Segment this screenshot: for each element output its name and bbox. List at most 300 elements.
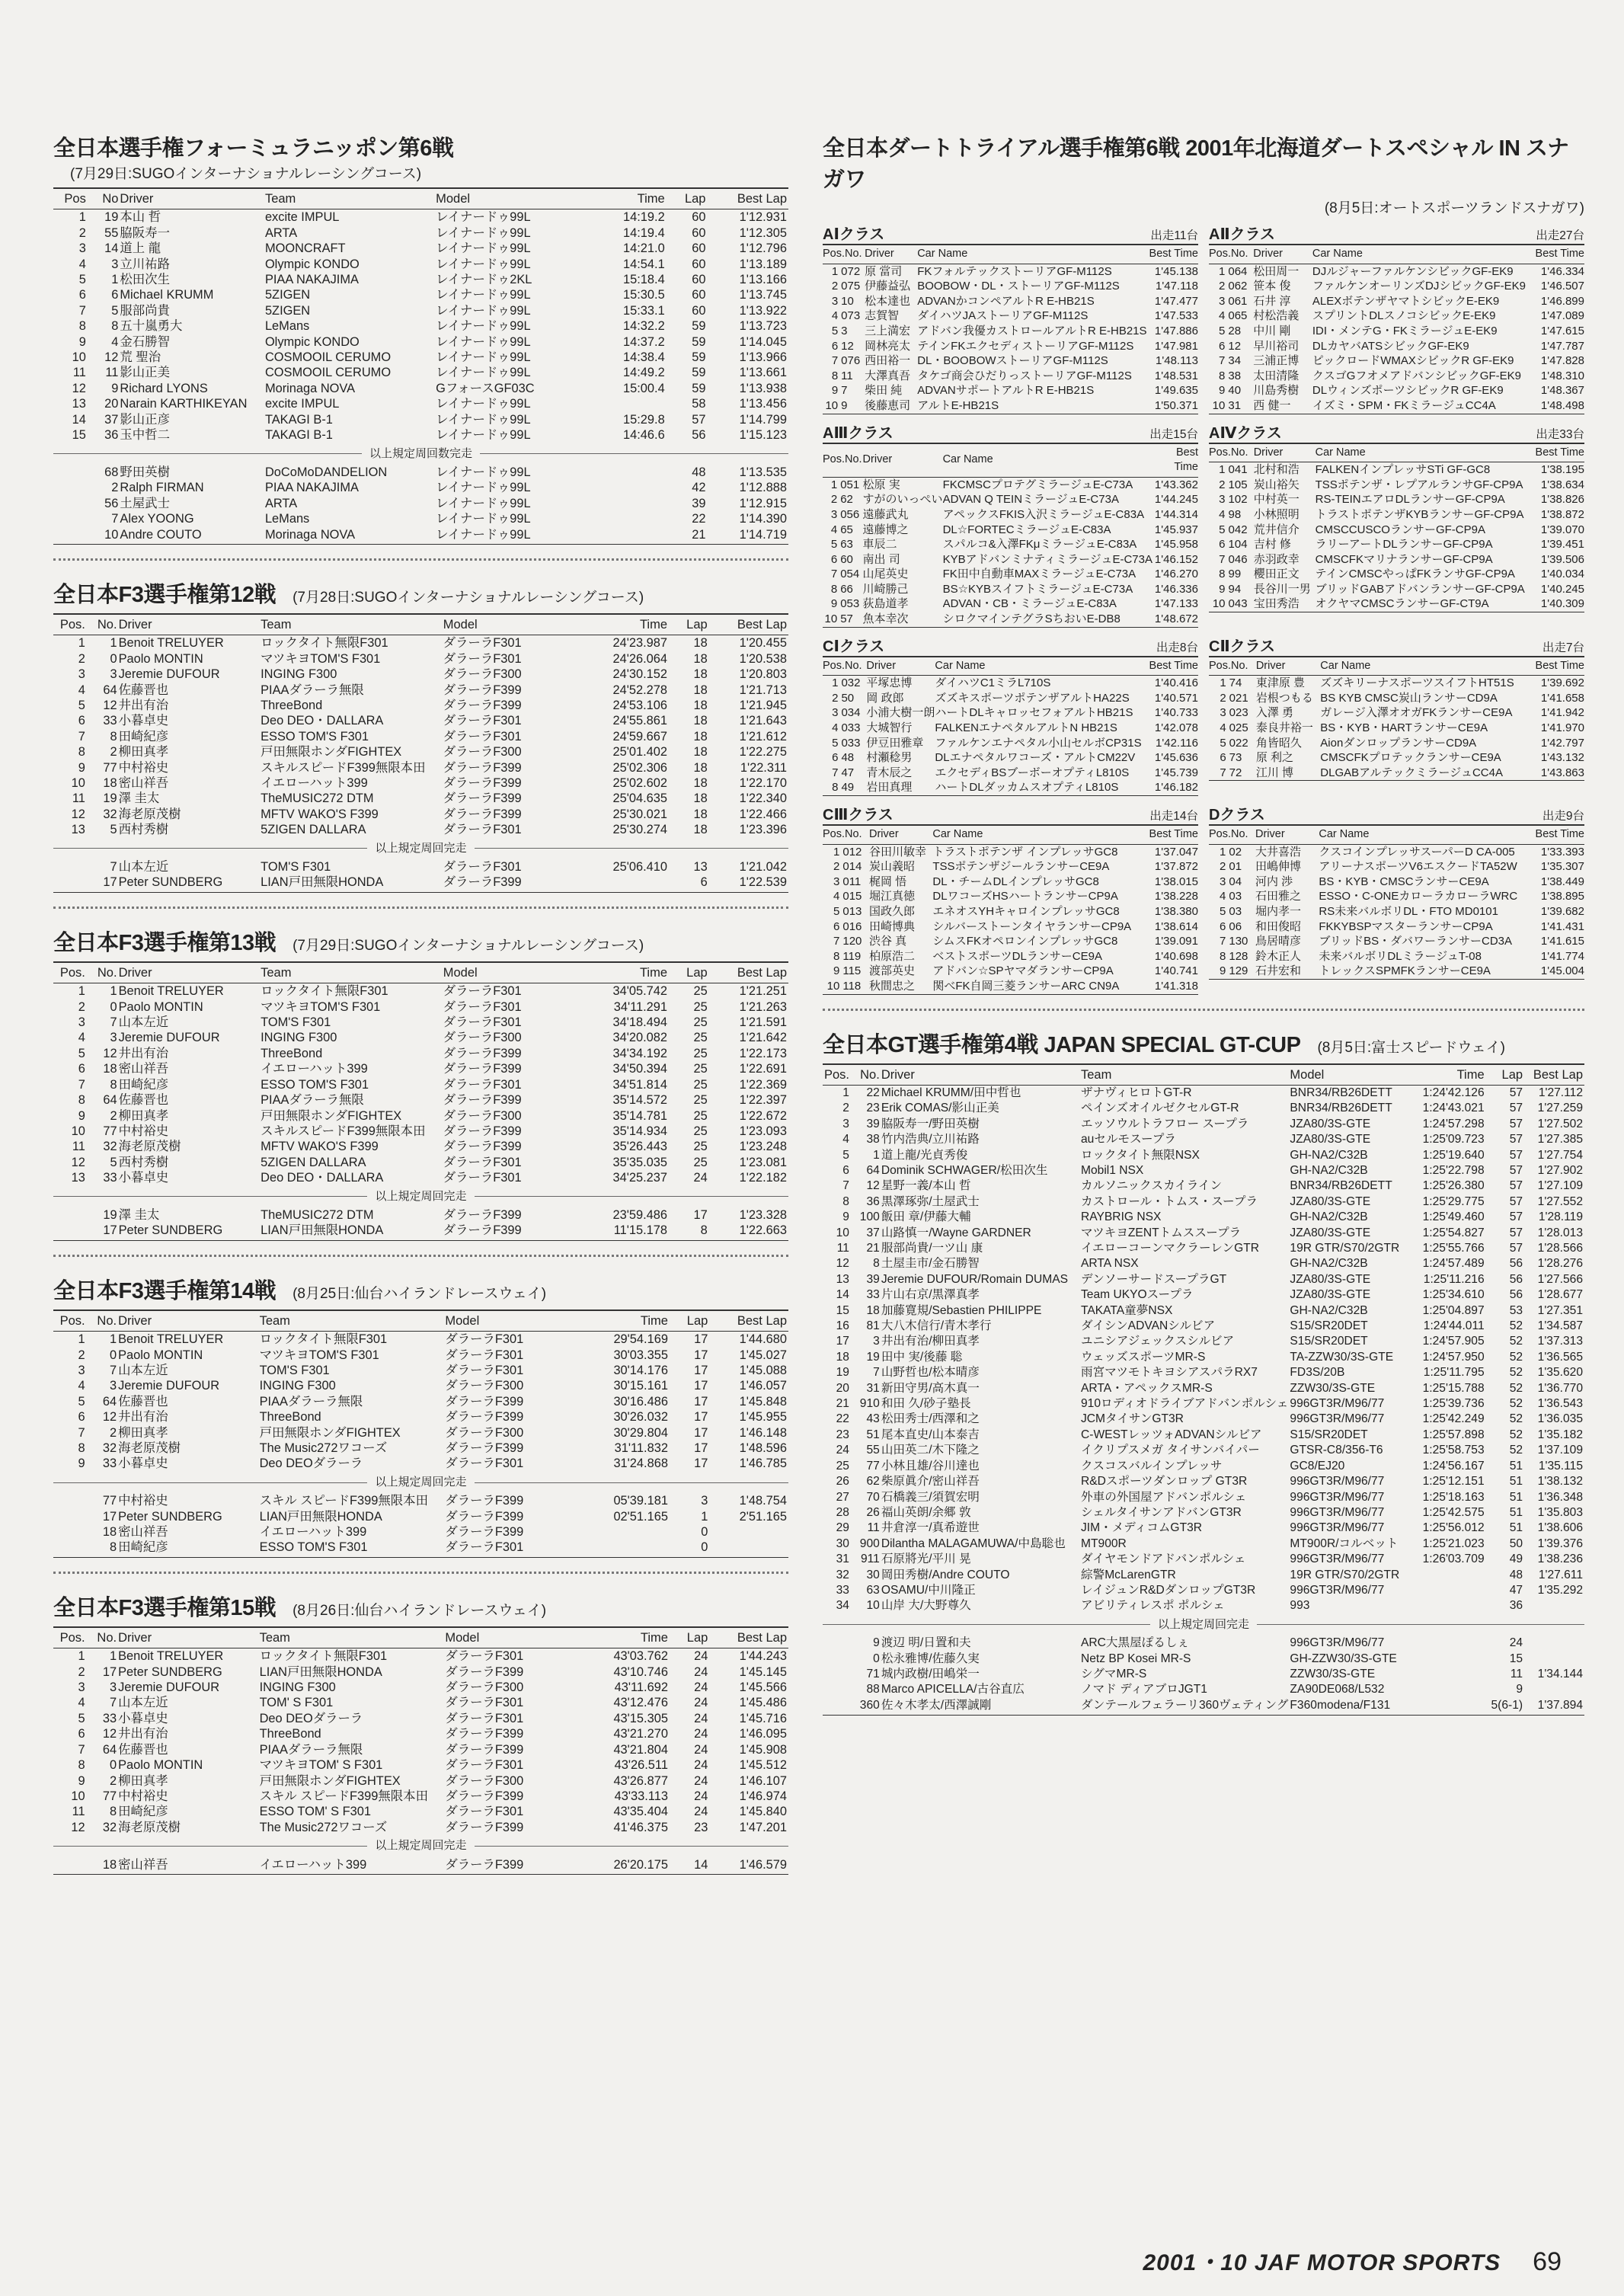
- table-cell: 後藤恵司: [865, 398, 917, 414]
- table-cell: 065: [1228, 309, 1248, 323]
- table-cell: 65: [840, 523, 853, 536]
- table-cell: 南出 司: [862, 552, 900, 566]
- table-cell: 2: [78, 651, 85, 666]
- table-cell: [53, 465, 88, 480]
- table-cell: 1'47.201: [739, 1820, 787, 1834]
- table-cell: 1'40.698: [1154, 949, 1198, 963]
- table-cell: 17: [693, 1207, 708, 1222]
- column-header: Time: [1402, 1064, 1486, 1086]
- table-row: [53, 496, 788, 511]
- table-cell: 1'35.620: [1537, 1366, 1583, 1380]
- table-row: [1209, 691, 1584, 706]
- table-cell: 015: [842, 890, 862, 903]
- table-cell: LIAN戸田無限HONDA: [261, 875, 443, 892]
- table-cell: 1'12.888: [739, 481, 787, 495]
- table-cell: 6: [1220, 919, 1226, 933]
- header-row: [823, 825, 1198, 844]
- table-cell: 52: [1509, 1335, 1523, 1348]
- table-cell: 1'13.661: [739, 366, 787, 380]
- table-cell: スキルスピードF399無限本田: [261, 1124, 426, 1138]
- header-row: [823, 657, 1198, 676]
- table-cell: [709, 1540, 788, 1557]
- table-cell: ダラーラF399: [443, 807, 522, 821]
- table-cell: 1: [873, 1148, 880, 1162]
- table-cell: [1402, 1583, 1486, 1598]
- table-cell: 118: [839, 979, 869, 994]
- table-cell: 星野一義/本山 哲: [881, 1179, 971, 1193]
- table-cell: レイナードゥ2KL: [436, 273, 532, 287]
- table-cell: S15/SR20DET: [1290, 1428, 1368, 1441]
- table-cell: 072: [841, 264, 861, 278]
- table-cell: 中村英一: [1253, 493, 1300, 507]
- column-header: Lap: [670, 1310, 709, 1332]
- table-cell: 0: [109, 1758, 117, 1773]
- table-cell: 14:19.4: [623, 225, 665, 240]
- table-cell: 6: [1220, 751, 1226, 765]
- table-cell: 外車の外国屋アドバンポルシェ: [1081, 1490, 1247, 1504]
- table-cell: 4: [111, 334, 119, 349]
- table-cell: ガレージ入澤オオガFKランサーCE9A: [1320, 706, 1513, 720]
- table-cell: 77: [103, 760, 117, 775]
- table-cell: 15:33.1: [623, 303, 665, 318]
- table-row: [1209, 844, 1584, 859]
- header-row: [823, 245, 1198, 264]
- table-cell: 1: [1220, 845, 1226, 859]
- table-cell: ダラーラF399: [445, 1664, 524, 1679]
- column-header: Lap: [669, 614, 709, 635]
- table-cell: 田崎博典: [869, 919, 916, 933]
- table-cell: 129: [1226, 964, 1255, 979]
- table-row: [823, 949, 1198, 964]
- table-cell: DJルジャーファルケンシビックGF-EK9: [1312, 264, 1514, 278]
- table-cell: 渡部英史: [869, 964, 916, 978]
- table-cell: 大澤真吾: [865, 369, 911, 382]
- table-cell: [1524, 1636, 1584, 1651]
- table-cell: 1'14.799: [739, 412, 787, 427]
- table-cell: 玉中哲二: [120, 428, 170, 443]
- table-cell: 36: [1509, 1599, 1523, 1613]
- table-cell: 24: [694, 1680, 708, 1695]
- table-cell: PIAA NAKAJIMA: [264, 481, 359, 495]
- table-cell: ダラーラF399: [443, 1140, 522, 1154]
- table-cell: 影山正美: [120, 366, 170, 380]
- table-cell: 1'13.456: [739, 397, 787, 411]
- table-cell: ダラーラF399: [445, 1789, 524, 1803]
- table-cell: 6: [78, 1727, 85, 1741]
- table-cell: 18: [693, 667, 708, 682]
- table-cell: 7: [78, 1742, 85, 1757]
- table-cell: ペインズオイルゼクセルGT-R: [1081, 1102, 1239, 1115]
- section-divider: [53, 907, 788, 909]
- column-header: Time: [564, 188, 666, 209]
- table-cell: 5: [110, 1155, 117, 1169]
- table-row: [823, 1287, 1584, 1303]
- table-cell: Paolo MONTIN: [118, 651, 203, 666]
- table-cell: Dominik SCHWAGER/松田次生: [881, 1163, 1048, 1177]
- table-cell: 1'14.045: [739, 334, 787, 349]
- table-cell: 22: [866, 1086, 880, 1099]
- table-cell: 石井宏和: [1255, 964, 1319, 979]
- table-cell: 1'13.723: [739, 319, 787, 334]
- table-cell: 1:25'29.775: [1422, 1194, 1485, 1208]
- table-cell: 1'23.093: [739, 1124, 787, 1138]
- table-cell: ダラーラF399: [443, 1046, 522, 1060]
- table-cell: FKCMSCプロテグミラージュE-C73A: [942, 478, 1133, 491]
- table-cell: 26: [836, 1475, 849, 1489]
- table-cell: Netz BP Kosei MR-S: [1081, 1652, 1191, 1665]
- entry-count: 出走15台: [1149, 427, 1198, 441]
- table-cell: BOOBOW・DL・ストーリアGF-M112S: [917, 280, 1120, 293]
- table-cell: ロックタイト無限F301: [261, 636, 388, 651]
- class-grid: [823, 222, 1584, 995]
- table-cell: 1:24'56.167: [1422, 1459, 1485, 1473]
- table-cell: 43'21.270: [613, 1727, 668, 1741]
- table-cell: 15:29.8: [623, 412, 665, 427]
- table-cell: 5ZIGEN: [264, 288, 311, 302]
- column-header: Pos: [53, 188, 88, 209]
- table-cell: 900: [859, 1537, 880, 1550]
- table-cell: 14:21.0: [623, 241, 665, 256]
- table-body: [53, 1648, 788, 1875]
- table-cell: 35'14.781: [612, 1108, 668, 1123]
- table-cell: 1'48.672: [1152, 612, 1198, 627]
- table-cell: 18: [836, 1350, 849, 1364]
- table-cell: 1: [831, 264, 839, 278]
- table-cell: 1'45.848: [739, 1394, 787, 1409]
- table-cell: 56: [692, 428, 706, 443]
- table-row: [1209, 369, 1584, 384]
- table-cell: ADVANサポートアルトR E-HB21S: [917, 384, 1095, 398]
- table-cell: [53, 1540, 87, 1557]
- table-cell: 24: [694, 1789, 708, 1803]
- table-cell: ダラーラF301: [445, 1363, 524, 1377]
- entry-count: 出走33台: [1536, 427, 1584, 441]
- table-cell: 小浦大樹一朗: [866, 706, 935, 720]
- table-cell: [53, 1524, 87, 1540]
- table-cell: 1'45.636: [1154, 751, 1198, 765]
- table-cell: Michael KRUMM: [120, 288, 214, 302]
- table-row: [1209, 582, 1584, 597]
- table-cell: 1:24'42.126: [1422, 1086, 1485, 1099]
- table-cell: 5: [78, 1394, 85, 1409]
- table-cell: 011: [842, 875, 862, 888]
- table-cell: 伊豆田雅章: [866, 736, 924, 750]
- column-header: Driver: [1254, 443, 1316, 462]
- table-cell: DoCoMoDANDELION: [264, 465, 388, 479]
- table-cell: 12: [102, 1727, 117, 1741]
- table-cell: ダラーラF399: [443, 1207, 522, 1222]
- entry-count: 出走9台: [1542, 810, 1584, 823]
- column-header: Best Time: [1521, 825, 1584, 844]
- column-header: Best Lap: [707, 188, 788, 209]
- table-cell: 8: [1219, 369, 1226, 382]
- table-cell: 42: [692, 481, 706, 495]
- table-cell: FK田中自動車MAXミラージュE-C73A: [942, 568, 1136, 581]
- table-cell: 1'38.236: [1537, 1553, 1583, 1566]
- table-row: [823, 492, 1198, 507]
- table-cell: GH-NA2/C32B: [1290, 1148, 1368, 1162]
- table-cell: 早川裕司: [1253, 339, 1300, 353]
- qualify-separator: [53, 838, 788, 859]
- table-cell: 佐藤晋也: [118, 1394, 168, 1409]
- table-cell: 11: [836, 1242, 849, 1255]
- table-cell: 1'45.027: [739, 1348, 787, 1362]
- class-header: [1209, 421, 1584, 443]
- column-header: Pos.No.: [1209, 245, 1253, 264]
- table-cell: 31: [1225, 398, 1253, 414]
- table-cell: 原 當司: [865, 264, 903, 278]
- table-cell: 18: [87, 1857, 118, 1875]
- table-cell: 1'44.680: [739, 1332, 787, 1347]
- table-cell: 046: [1228, 552, 1248, 566]
- table-row: [53, 1378, 788, 1393]
- table-cell: 炭山義昭: [869, 860, 916, 874]
- table-row: [53, 1857, 788, 1875]
- table-cell: 野田英樹: [120, 465, 170, 479]
- table-cell: 62: [866, 1475, 880, 1489]
- table-cell: ラリーアートDLランサーGF-CP9A: [1315, 538, 1493, 552]
- table-cell: Ralph FIRMAN: [120, 481, 204, 495]
- table-cell: DL☆FORTECミラージュE-C83A: [942, 523, 1111, 536]
- table-cell: 福山英朗/余郷 敦: [881, 1505, 971, 1519]
- table-cell: 1'27.552: [1537, 1194, 1583, 1208]
- table-cell: レイナードゥ99L: [436, 412, 531, 427]
- table-cell: 996GT3R/M96/77: [1290, 1583, 1385, 1597]
- table-cell: 18: [693, 791, 708, 806]
- table-row: [53, 396, 788, 411]
- table-cell: CMSCFKマリナランサーGF-CP9A: [1315, 552, 1493, 566]
- table-cell: 4: [78, 257, 86, 271]
- table-cell: 10: [823, 979, 839, 994]
- table-cell: ダイハツJAストーリアGF-M112S: [917, 309, 1089, 323]
- table-row: [53, 381, 788, 396]
- table-row: [823, 1537, 1584, 1552]
- column-header: Best Lap: [709, 1310, 788, 1332]
- table-cell: 4: [842, 1133, 849, 1146]
- table-cell: 1'35.115: [1538, 1459, 1583, 1473]
- table-cell: FD3S/20B: [1290, 1366, 1345, 1380]
- table-cell: 1'46.107: [739, 1773, 787, 1788]
- table-cell: 佐藤晋也: [118, 1742, 168, 1757]
- table-cell: Deo DEO・DALLARA: [261, 1171, 384, 1185]
- header-row: [1209, 443, 1584, 462]
- table-cell: 7: [78, 1077, 85, 1092]
- table-cell: 04: [1229, 875, 1242, 888]
- table-cell: 1'12.931: [739, 210, 787, 225]
- table-cell: 17: [87, 1223, 119, 1240]
- table-cell: 99: [1228, 568, 1242, 581]
- table-row: [823, 1568, 1584, 1583]
- table-row: [53, 225, 788, 241]
- table-row: [823, 904, 1198, 919]
- table-cell: 1'40.416: [1154, 676, 1198, 690]
- table-cell: 996GT3R/M96/77: [1290, 1636, 1385, 1650]
- table-cell: 堀内孝一: [1255, 904, 1301, 918]
- table-row: [823, 1132, 1584, 1147]
- section-title: 全日本F3選手権第12戦: [53, 582, 277, 607]
- table-row: [823, 1319, 1584, 1334]
- table-cell: 7: [832, 766, 839, 779]
- table-cell: ファルケンエナペタル小山セルボCP31S: [935, 736, 1142, 750]
- table-cell: 2: [109, 1773, 117, 1788]
- table-cell: 23: [694, 1820, 708, 1834]
- table-cell: マツキヨTOM'S F301: [261, 999, 381, 1014]
- table-cell: 4: [78, 1031, 85, 1045]
- table-cell: レイナードゥ99L: [436, 257, 531, 271]
- table-cell: 金石勝智: [120, 334, 170, 349]
- table-cell: TheMUSIC272 DTM: [261, 1207, 374, 1222]
- table-cell: GH-NA2/C32B: [1290, 1257, 1368, 1271]
- table-cell: 0: [110, 999, 117, 1014]
- table-cell: 1'45.004: [1521, 964, 1584, 979]
- table-cell: 小暮卓史: [118, 714, 169, 728]
- table-cell: TSSポテンザ・レプアルランサGF-CP9A: [1315, 478, 1523, 491]
- table-cell: LIAN戸田無限HONDA: [259, 1509, 382, 1524]
- table-cell: 996GT3R/M96/77: [1290, 1505, 1385, 1519]
- table-cell: Team UKYOスープラ: [1081, 1288, 1194, 1302]
- table-cell: 4: [1220, 890, 1226, 903]
- table-cell: 1: [78, 1649, 85, 1664]
- table-cell: 10: [1209, 398, 1225, 414]
- table-cell: ダラーラF399: [443, 760, 522, 775]
- table-row: [53, 257, 788, 272]
- table-cell: 6: [842, 1163, 849, 1177]
- table-cell: 石原將光/平川 晃: [881, 1553, 971, 1566]
- table-cell: 51: [1509, 1475, 1523, 1489]
- table-cell: 996GT3R/M96/77: [1290, 1521, 1385, 1535]
- table-cell: [1402, 1682, 1486, 1697]
- table-cell: 1'22.397: [739, 1093, 787, 1108]
- table-cell: 松本達也: [865, 294, 911, 308]
- table-cell: 21: [866, 1242, 880, 1255]
- table-cell: 1'45.716: [739, 1711, 787, 1725]
- table-cell: トラストポテンザ インプレッサGC8: [932, 845, 1118, 859]
- table-row: [53, 744, 788, 759]
- results-table: [53, 613, 788, 893]
- table-cell: 1'35.803: [1537, 1505, 1583, 1519]
- table-cell: 1:25'56.012: [1422, 1521, 1485, 1535]
- table-row: [53, 365, 788, 380]
- table-cell: 1'23.081: [739, 1155, 787, 1169]
- table-cell: 25'30.274: [612, 823, 668, 837]
- table-cell: 14: [836, 1288, 849, 1302]
- table-cell: イエローハット399: [260, 1857, 446, 1875]
- table-cell: TAKAGI B-1: [264, 428, 333, 443]
- table-cell: 1'22.275: [739, 745, 787, 759]
- table-cell: 松田周一: [1253, 264, 1300, 278]
- table-cell: 1'38.895: [1540, 890, 1584, 903]
- table-row: [53, 1680, 788, 1695]
- table-cell: 国政久郎: [869, 904, 916, 918]
- table-row: [53, 822, 788, 837]
- table-cell: 10: [1209, 596, 1226, 612]
- table-cell: C-WESTレッツォADVANシルビア: [1081, 1428, 1262, 1441]
- table-cell: 50: [841, 691, 855, 705]
- table-cell: 7: [110, 1015, 117, 1030]
- table-cell: ダラーラF301: [443, 729, 522, 743]
- table-cell: 1'41.431: [1540, 919, 1584, 933]
- table-cell: ダラーラF300: [445, 1425, 524, 1440]
- table-cell: 1'20.455: [739, 636, 787, 651]
- table-cell: 1'37.894: [1524, 1698, 1584, 1716]
- table-cell: 3: [78, 1680, 85, 1695]
- table-cell: DLカヤバATSシビックGF-EK9: [1312, 339, 1469, 353]
- table-row: [1209, 567, 1584, 582]
- table-cell: ZZW30/3S-GTE: [1290, 1381, 1376, 1395]
- table-cell: 2: [78, 999, 85, 1014]
- table-cell: 1'21.251: [739, 984, 787, 999]
- table-row: [823, 1428, 1584, 1443]
- table-cell: 1'21.591: [739, 1015, 787, 1030]
- table-row: [53, 1046, 788, 1061]
- table-cell: 77: [103, 1124, 117, 1138]
- column-header: Driver: [119, 962, 261, 983]
- table-cell: 43'11.692: [614, 1680, 668, 1695]
- table-cell: 06: [1229, 919, 1242, 933]
- table-cell: 1'38.132: [1537, 1475, 1583, 1489]
- table-cell: 1'35.182: [1537, 1428, 1583, 1441]
- table-cell: 25: [693, 1108, 708, 1123]
- table-cell: ダラーラF301: [445, 1332, 524, 1347]
- table-cell: BNR34/RB26DETT: [1290, 1179, 1392, 1193]
- separator-label: 以上規定周回完走: [1150, 1618, 1257, 1631]
- column-header: Pos.No.: [1209, 825, 1255, 844]
- column-header: Driver: [118, 1627, 259, 1648]
- table-cell: 1'39.682: [1540, 904, 1584, 918]
- column-header: Best Lap: [709, 1627, 788, 1648]
- table-cell: 1'27.385: [1537, 1133, 1583, 1146]
- table-cell: 30: [866, 1568, 880, 1581]
- column-header: Pos.No.: [823, 657, 866, 676]
- table-cell: 6: [831, 339, 839, 353]
- table-cell: Marco APICELLA/古谷直広: [881, 1683, 1025, 1696]
- column-header: Driver: [1255, 825, 1319, 844]
- table-cell: 1'21.643: [739, 714, 787, 728]
- table-cell: 11: [72, 1805, 85, 1819]
- table-cell: 31'24.868: [613, 1457, 668, 1471]
- table-cell: MT900R/コルベット: [1290, 1537, 1399, 1550]
- table-cell: 2: [110, 1108, 117, 1123]
- column-header: Team: [261, 962, 443, 983]
- table-cell: GH-NA2/C32B: [1290, 1163, 1368, 1177]
- table-cell: 1'36.035: [1537, 1412, 1583, 1426]
- section-header: [53, 926, 788, 957]
- table-cell: 岩根つもる: [1255, 691, 1313, 705]
- table-row: [53, 303, 788, 318]
- table-cell: 120: [842, 935, 862, 948]
- table-cell: 6: [78, 288, 86, 302]
- table-cell: 1'40.034: [1540, 568, 1584, 581]
- table-cell: ノマド ディアブロJGT1: [1081, 1683, 1207, 1696]
- table-row: [53, 1124, 788, 1139]
- table-row: [823, 1459, 1584, 1474]
- table-row: [53, 511, 788, 526]
- table-cell: 021: [1229, 691, 1248, 705]
- column-header: Best Time: [1135, 825, 1198, 844]
- table-cell: ダラーラF399: [445, 1857, 570, 1875]
- table-cell: 1'46.974: [739, 1789, 787, 1803]
- table-cell: 17: [694, 1441, 708, 1455]
- table-cell: 13: [72, 397, 86, 411]
- table-cell: 5ZIGEN: [264, 303, 311, 318]
- results-table: [823, 1063, 1584, 1716]
- table-cell: 1:25'26.380: [1422, 1179, 1485, 1193]
- table-cell: 11: [841, 369, 853, 382]
- table-header: [53, 188, 788, 209]
- column-header: Best Time: [1526, 245, 1584, 264]
- table-cell: CMSCFKプロテックランサーCE9A: [1320, 751, 1501, 765]
- section-subtitle: (7月28日:SUGOインターナショナルレーシングコース): [293, 589, 644, 606]
